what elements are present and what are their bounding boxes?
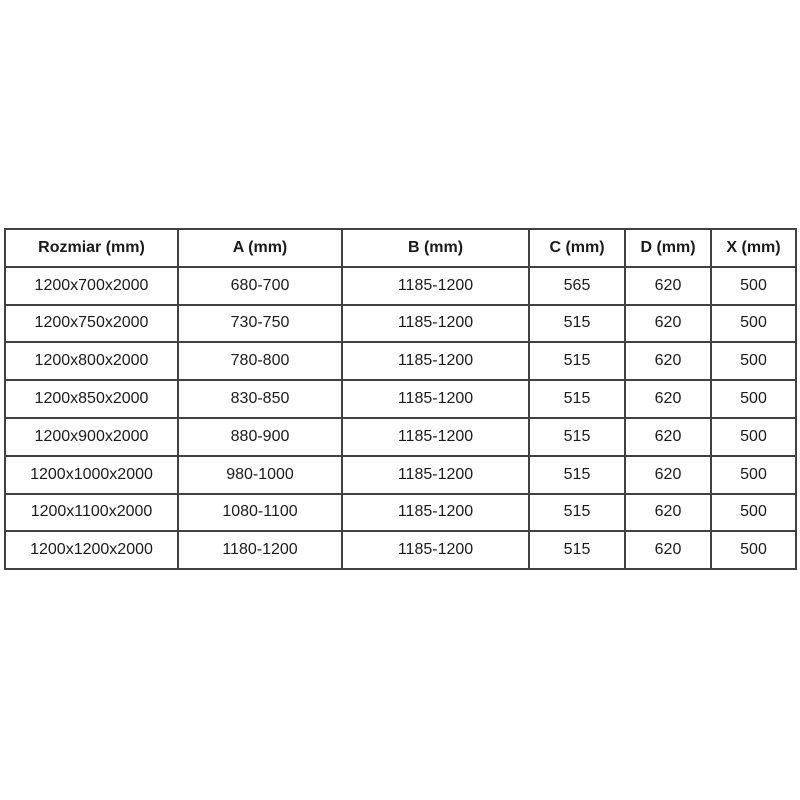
- table-row: [5, 305, 796, 343]
- table-cell-d: 620: [625, 267, 711, 305]
- table-cell-c: 515: [529, 531, 625, 569]
- table-cell-d: 620: [625, 418, 711, 456]
- table-row: [5, 267, 796, 305]
- header-cell-a: A (mm): [178, 229, 342, 267]
- table-cell-x: 500: [711, 267, 796, 305]
- header-cell-d: D (mm): [625, 229, 711, 267]
- table-cell-c: 515: [529, 418, 625, 456]
- table-cell-a: 880-900: [178, 418, 342, 456]
- table-cell-rozmiar: 1200x750x2000: [5, 305, 178, 343]
- table-cell-c: 515: [529, 305, 625, 343]
- table-cell-rozmiar: 1200x1000x2000: [5, 456, 178, 494]
- table-cell-d: 620: [625, 456, 711, 494]
- table-cell-a: 1080-1100: [178, 494, 342, 532]
- table-cell-x: 500: [711, 380, 796, 418]
- table-cell-b: 1185-1200: [342, 267, 529, 305]
- table-cell-x: 500: [711, 531, 796, 569]
- table-cell-b: 1185-1200: [342, 342, 529, 380]
- table-cell-c: 515: [529, 494, 625, 532]
- table-row: [5, 342, 796, 380]
- table-cell-d: 620: [625, 494, 711, 532]
- table-cell-b: 1185-1200: [342, 418, 529, 456]
- header-cell-c: C (mm): [529, 229, 625, 267]
- table-cell-b: 1185-1200: [342, 531, 529, 569]
- table-cell-c: 515: [529, 380, 625, 418]
- table-cell-b: 1185-1200: [342, 380, 529, 418]
- table-cell-d: 620: [625, 342, 711, 380]
- table-cell-rozmiar: 1200x800x2000: [5, 342, 178, 380]
- table-cell-a: 980-1000: [178, 456, 342, 494]
- table-header-row: [5, 229, 796, 267]
- table-row: [5, 456, 796, 494]
- header-cell-x: X (mm): [711, 229, 796, 267]
- table-cell-d: 620: [625, 531, 711, 569]
- table-cell-c: 565: [529, 267, 625, 305]
- table-cell-a: 780-800: [178, 342, 342, 380]
- table-cell-a: 1180-1200: [178, 531, 342, 569]
- table-cell-c: 515: [529, 342, 625, 380]
- table-cell-rozmiar: 1200x850x2000: [5, 380, 178, 418]
- header-cell-rozmiar: Rozmiar (mm): [5, 229, 178, 267]
- table-cell-d: 620: [625, 305, 711, 343]
- table-cell-rozmiar: 1200x700x2000: [5, 267, 178, 305]
- dimensions-spec-table: [4, 228, 797, 570]
- table-row: [5, 418, 796, 456]
- table-cell-x: 500: [711, 342, 796, 380]
- table-cell-a: 680-700: [178, 267, 342, 305]
- table-row: [5, 380, 796, 418]
- table-cell-x: 500: [711, 456, 796, 494]
- table-row: [5, 494, 796, 532]
- table-cell-rozmiar: 1200x1100x2000: [5, 494, 178, 532]
- table-cell-x: 500: [711, 494, 796, 532]
- table-row: [5, 531, 796, 569]
- header-cell-b: B (mm): [342, 229, 529, 267]
- table-cell-b: 1185-1200: [342, 494, 529, 532]
- table-cell-c: 515: [529, 456, 625, 494]
- table-cell-a: 730-750: [178, 305, 342, 343]
- table-cell-b: 1185-1200: [342, 305, 529, 343]
- table-cell-x: 500: [711, 305, 796, 343]
- table-cell-a: 830-850: [178, 380, 342, 418]
- table-cell-b: 1185-1200: [342, 456, 529, 494]
- table-cell-rozmiar: 1200x900x2000: [5, 418, 178, 456]
- table-cell-d: 620: [625, 380, 711, 418]
- table-cell-x: 500: [711, 418, 796, 456]
- table-cell-rozmiar: 1200x1200x2000: [5, 531, 178, 569]
